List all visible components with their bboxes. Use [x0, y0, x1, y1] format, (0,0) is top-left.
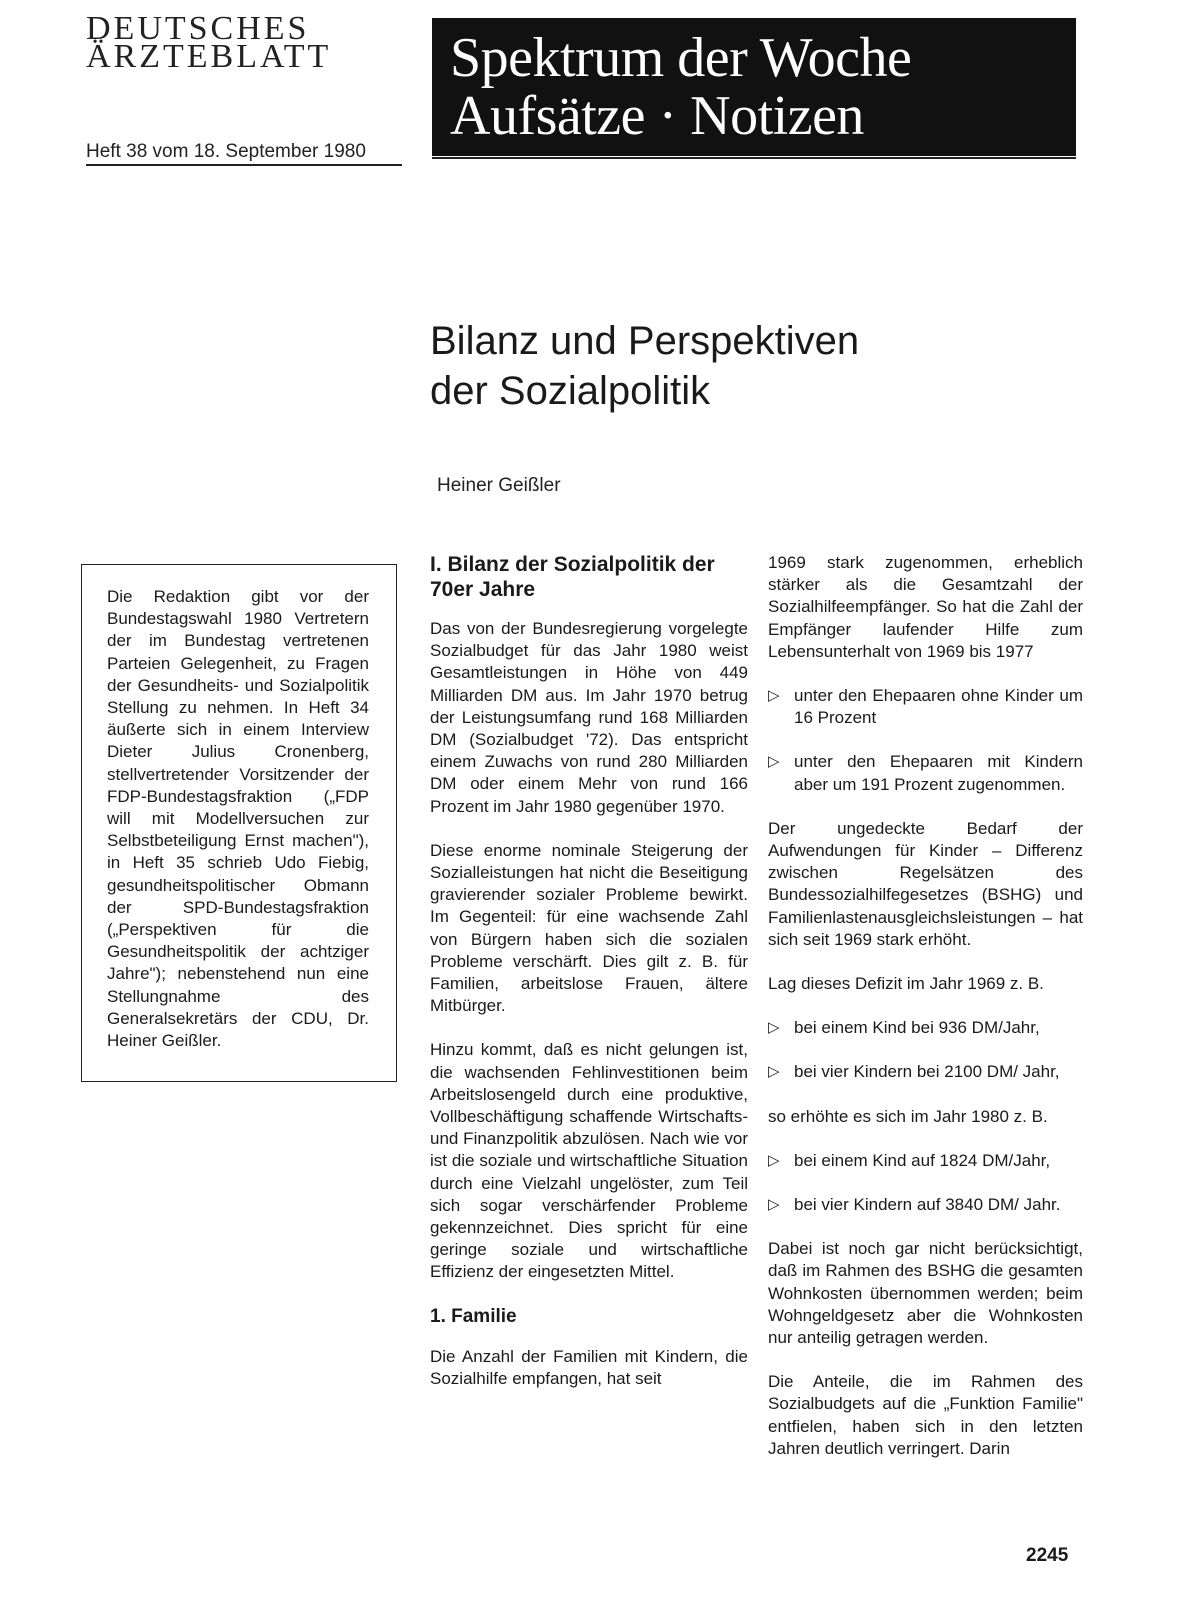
paragraph: so erhöhte es sich im Jahr 1980 z. B. [768, 1106, 1048, 1126]
triangle-bullet-icon: ▷ [768, 687, 780, 705]
paragraph: Lag dieses Defizit im Jahr 1969 z. B. [768, 974, 1044, 994]
list-item: ▷ bei einem Kind bei 936 DM/Jahr, [768, 1017, 1083, 1039]
title-line1: Bilanz und Perspektiven [430, 319, 860, 363]
page-number: 2245 [1026, 1545, 1069, 1566]
section-banner [432, 18, 1076, 156]
article-title [430, 316, 859, 416]
paragraph: Hinzu kommt, daß es nicht gelungen ist, die wachsenden Fehlinvestitionen beim Arbeitslosengeld durch eine produktive, Vollbeschäftigung schaffende Wirtschafts- und Finanzpolitik abzulösen. Nach wie vor ist die soziale und wirtschaftliche Situation durch eine Vielzahl ungelöster, zum Teil sich sogar verschärfender Probleme gekennzeichnet. Dies spricht für eine geringe soziale und wirtschaftliche Effizienz der eingesetzten Mittel. [430, 1040, 748, 1282]
paragraph: Diese enorme nominale Steigerung der Sozialleistungen hat nicht die Beseitigung gravierender sozialer Probleme bewirkt. Im Gegenteil: für eine wachsende Zahl von Bürgern haben sich die sozialen Probleme verschärft. Dies gilt z. B. für Familien, arbeitslose Frauen, ältere Mitbürger. [430, 840, 748, 1016]
paragraph: 1969 stark zugenommen, erheblich stärker als die Gesamtzahl der Sozialhilfeempfänger. So hat die Zahl der Empfänger laufender Hilfe zum Lebensunterhalt von 1969 bis 1977 [768, 553, 1083, 661]
banner-line2: Aufsätze · Notizen [450, 85, 864, 147]
paragraph: Die Anteile, die im Rahmen des Sozialbudgets auf die „Funktion Familie" entfielen, haben sich in den letzten Jahren deutlich verringert. Darin [768, 1372, 1083, 1458]
list-item: ▷ bei vier Kindern auf 3840 DM/ Jahr. [768, 1194, 1083, 1216]
list-item: ▷ unter den Ehepaaren mit Kindern aber um 191 Prozent zugenommen. [768, 751, 1083, 795]
triangle-bullet-icon: ▷ [768, 1151, 780, 1169]
list-item: ▷ bei vier Kindern bei 2100 DM/ Jahr, [768, 1061, 1083, 1083]
paragraph: Die Anzahl der Familien mit Kindern, die Sozialhilfe empfangen, hat seit [430, 1346, 748, 1388]
triangle-bullet-icon: ▷ [768, 1196, 780, 1214]
subsection-heading: 1. Familie [430, 1305, 517, 1327]
banner-line1: Spektrum der Woche [450, 27, 912, 89]
masthead-title-line2: ÄRZTEBLATT [86, 38, 332, 75]
editorial-note-paragraph: Die Redaktion gibt vor der Bundestagswahl 1980 Vertretern der im Bundestag vertretenen Parteien Gelegenheit, zu Fragen der Gesundheits- und Sozialpolitik Stellung zu nehmen. In Heft 34 äußerte sich in einem Interview Dieter Julius Cronenberg, stellvertretender Vorsitzender der FDP-Bundestagsfraktion („FDP will mit Modellversuchen zur Selbstbeteiligung Ernst machen"), in Heft 35 schrieb Udo Fiebig, gesundheitspolitischer Obmann der SPD-Bundestagsfraktion („Perspektiven für die Gesundheitspolitik der achtziger Jahre"); nebenstehend nun eine Stellungnahme des Generalsekretärs der CDU, Dr. Heiner Geißler. [107, 587, 369, 1051]
author-name: Heiner Geißler [437, 475, 561, 496]
text-column-1 [430, 552, 748, 1390]
triangle-bullet-icon: ▷ [768, 1063, 780, 1081]
issue-date: Heft 38 vom 18. September 1980 [86, 141, 366, 162]
list-item: ▷ unter den Ehepaaren ohne Kinder um 16 Prozent [768, 685, 1083, 729]
editorial-note-text [107, 586, 369, 1052]
paragraph: Das von der Bundesregierung vorgelegte Sozialbudget für das Jahr 1980 weist Gesamtleistungen in Höhe von 449 Milliarden DM aus. Im Jahr 1970 betrug der Leistungsumfang rund 168 Milliarden DM (Sozialbudget '72). Das entspricht einem Zuwachs von rund 280 Milliarden DM oder einem Mehr von rund 166 Prozent im Jahr 1980 gegenüber 1970. [430, 619, 748, 816]
banner-rule [432, 157, 1076, 159]
text-column-2 [768, 552, 1083, 1460]
masthead-title-line1: DEUTSCHES [86, 10, 310, 47]
list-item: ▷ bei einem Kind auf 1824 DM/Jahr, [768, 1150, 1083, 1172]
triangle-bullet-icon: ▷ [768, 753, 780, 771]
triangle-bullet-icon: ▷ [768, 1019, 780, 1037]
title-line2: der Sozialpolitik [430, 369, 711, 413]
paragraph: Der ungedeckte Bedarf der Aufwendungen für Kinder – Differenz zwischen Regelsätzen des Bundessozialhilfegesetzes (BSHG) und Familienlastenausgleichsleistungen – hat sich seit 1969 stark erhöht. [768, 818, 1083, 949]
paragraph: Dabei ist noch gar nicht berücksichtigt, daß im Rahmen des BSHG die gesamten Wohnkosten übernommen werden; beim Wohngeldgesetz aber die Wohnkosten nur anteilig getragen werden. [768, 1239, 1083, 1348]
masthead-rule [86, 164, 402, 166]
section-heading: I. Bilanz der Sozialpolitik der 70er Jahre [430, 553, 715, 601]
